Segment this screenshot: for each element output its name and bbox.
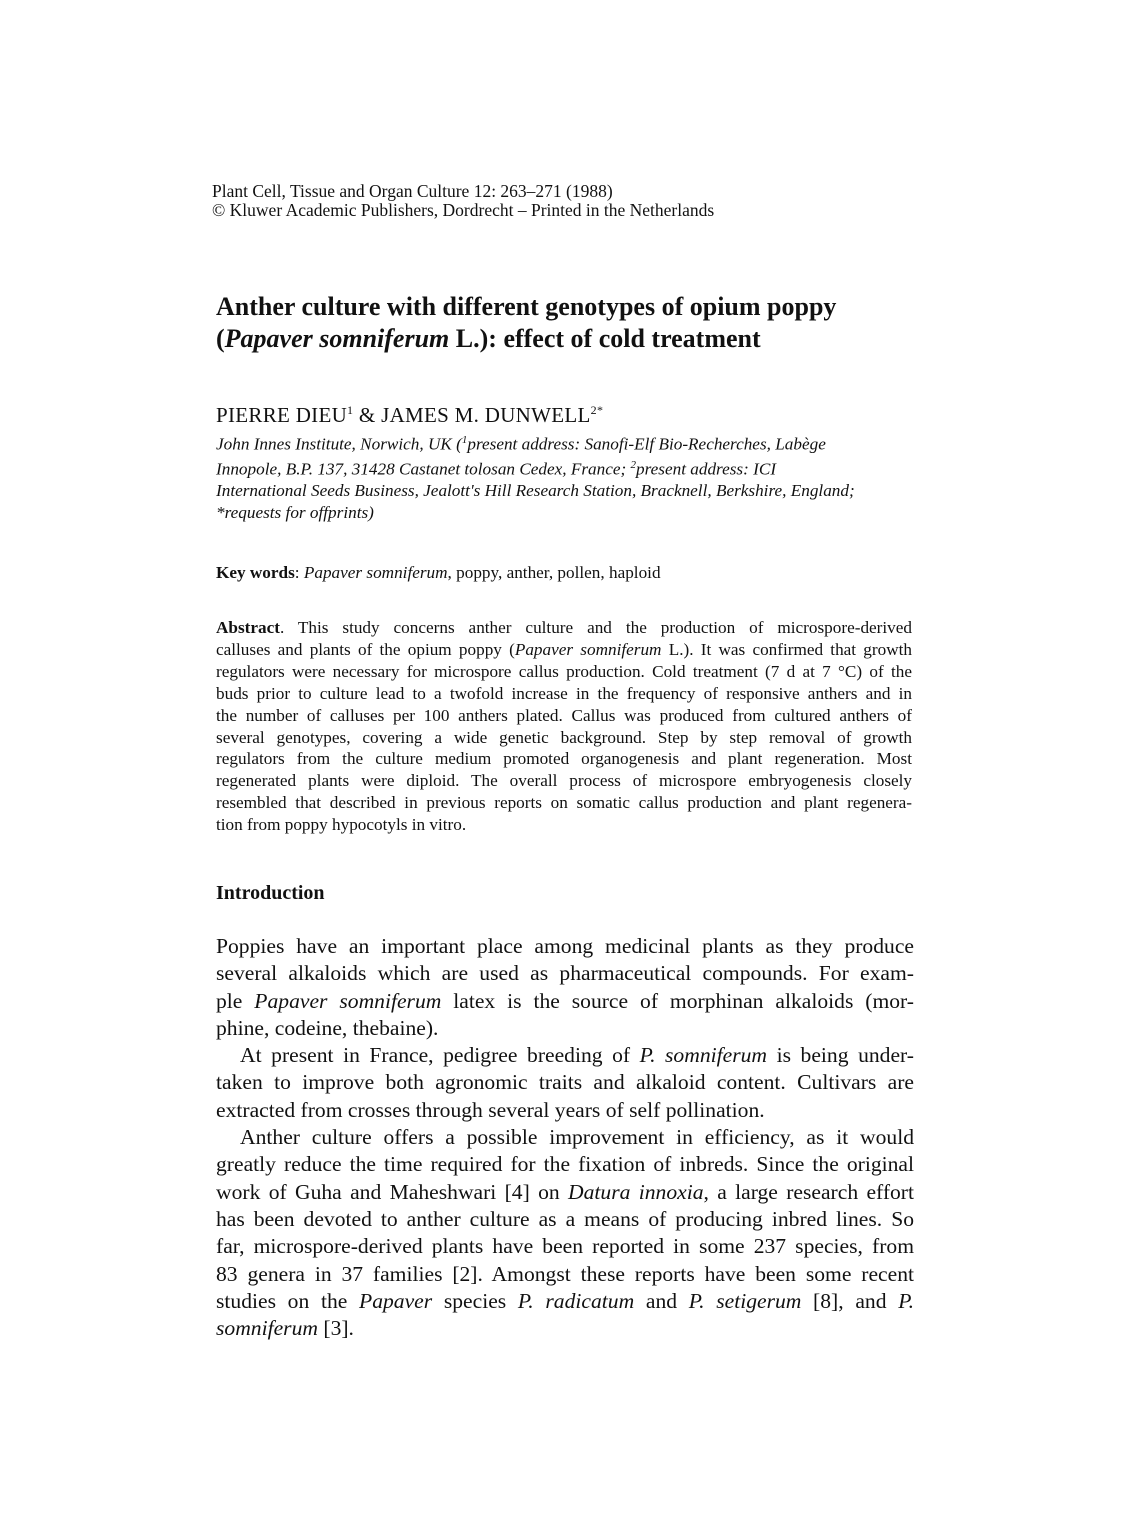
intro-species: P. (898, 1288, 914, 1313)
abstract-species: Papaver somniferum (514, 639, 662, 659)
intro-species: P. radicatum (517, 1288, 635, 1313)
intro-line (216, 1315, 914, 1342)
intro-line (216, 988, 914, 1015)
author-1-affil: 1 (347, 403, 354, 417)
intro-line: Poppies have an important place among medicinal plants as they produce (216, 934, 914, 958)
title-line-1: Anther culture with different genotypes of opium poppy (216, 292, 837, 321)
abstract-text: L.). It was confirmed that growth (661, 639, 913, 659)
intro-line: greatly reduce the time required for the fixation of inbreds. Since the original (216, 1152, 914, 1177)
introduction-body (216, 933, 914, 1342)
paper-title (216, 291, 976, 355)
abstract-line: regulators were necessary for microspore callus production. Cold treatment (7 d at 7 °C) of the (216, 661, 912, 681)
intro-species: Papaver (359, 1288, 433, 1313)
intro-line: 83 genera in 37 families [2]. Amongst these reports have been some recent (216, 1261, 914, 1286)
affiliation-line-2 (216, 455, 916, 480)
abstract (216, 617, 912, 836)
abstract-line: resembled that described in previous reports on somatic callus production and plant regenera- (216, 793, 912, 813)
affiliation-sup: 1 (461, 434, 468, 446)
affiliation-line-3: International Seeds Business, Jealott's Hill Research Station, Bracknell, Berkshire, England; (216, 481, 855, 501)
intro-text: , a large research effort (703, 1179, 915, 1204)
intro-line (216, 1288, 914, 1315)
intro-species: Datura innoxia (568, 1179, 704, 1204)
title-rest: L.): effect of cold treatment (449, 324, 761, 353)
abstract-line (216, 617, 912, 639)
section-heading-introduction: Introduction (216, 882, 325, 904)
author-1: PIERRE DIEU (216, 403, 348, 427)
title-line-2 (216, 323, 976, 355)
publisher-line: © Kluwer Academic Publishers, Dordrecht – Printed in the Netherlands (212, 200, 715, 220)
intro-text: At present in France, pedigree breeding of (240, 1043, 640, 1068)
abstract-line (216, 639, 912, 661)
abstract-text: . This study concerns anther culture and the production of microspore-derived (279, 618, 912, 637)
title-paren: ( (216, 324, 225, 353)
intro-line: far, microspore-derived plants have been reported in some 237 species, from (216, 1234, 914, 1259)
affiliation-text: present address: ICI (636, 459, 777, 479)
abstract-line: tion from poppy hypocotyls in vitro. (216, 815, 467, 835)
intro-line (216, 1042, 914, 1069)
abstract-text: calluses and plants of the opium poppy ( (216, 639, 515, 659)
abstract-label: Abstract (216, 618, 280, 637)
intro-line (216, 1179, 914, 1206)
intro-text: latex is the source of morphinan alkaloids (mor- (441, 988, 914, 1013)
journal-header (212, 182, 972, 220)
affiliation-text: Innopole, B.P. 137, 31428 Castanet tolosan Cedex, France; (216, 459, 631, 479)
intro-line: several alkaloids which are used as pharmaceutical compounds. For exam- (216, 961, 914, 986)
affiliation-text: present address: Sanofi-Elf Bio-Recherches, Labège (467, 434, 826, 454)
intro-text: [3]. (317, 1316, 354, 1341)
author-list (216, 403, 603, 428)
intro-line: taken to improve both agronomic traits and alkaloid content. Cultivars are (216, 1070, 914, 1095)
intro-line: has been devoted to anther culture as a means of producing inbred lines. So (216, 1206, 914, 1231)
intro-species: Papaver somniferum (254, 988, 442, 1013)
keywords-label: Key words (216, 563, 295, 582)
abstract-line: several genotypes, covering a wide genetic background. Step by step removal of growth (216, 727, 912, 747)
author-2: JAMES M. DUNWELL (381, 403, 591, 427)
keywords-species: Papaver somniferum (303, 563, 448, 582)
keywords-colon: : (294, 563, 304, 582)
affiliation-line-4: *requests for offprints) (216, 502, 374, 522)
author-2-affil: 2* (590, 403, 604, 417)
abstract-line: the number of calluses per 100 anthers plated. Callus was produced from cultured anthers of (216, 705, 912, 725)
intro-text: [8], and (801, 1288, 899, 1313)
intro-line: phine, codeine, thebaine). (216, 1015, 439, 1040)
affiliation-text: John Innes Institute, Norwich, UK ( (216, 434, 462, 454)
affiliation-line-1 (216, 430, 916, 455)
intro-text: studies on the (216, 1288, 360, 1313)
intro-text: species (432, 1288, 518, 1313)
abstract-line: buds prior to culture lead to a twofold increase in the frequency of responsive anthers and in (216, 683, 912, 703)
abstract-line: regenerated plants were diploid. The overall process of microspore embryogenesis closely (216, 771, 912, 791)
intro-species: somniferum (216, 1316, 318, 1341)
intro-line: Anther culture offers a possible improvement in efficiency, as it would (240, 1125, 914, 1150)
intro-text: and (634, 1288, 689, 1313)
intro-text: ple (216, 988, 255, 1013)
intro-line: extracted from crosses through several years of self pollination. (216, 1097, 765, 1122)
keywords (216, 563, 661, 583)
affiliation (216, 430, 916, 523)
affiliation-sup: 2 (630, 459, 637, 472)
keywords-rest: , poppy, anther, pollen, haploid (447, 563, 661, 582)
title-species: Papaver somniferum (224, 324, 450, 353)
journal-citation: Plant Cell, Tissue and Organ Culture 12: 263–271 (1988) (212, 181, 613, 201)
intro-text: work of Guha and Maheshwari [4] on (216, 1179, 569, 1204)
intro-species: P. setigerum (688, 1288, 802, 1313)
author-separator: & (353, 403, 382, 427)
intro-species: P. somniferum (639, 1043, 768, 1068)
abstract-line: regulators from the culture medium promoted organogenesis and plant regeneration. Most (216, 749, 912, 769)
intro-text: is being under- (767, 1043, 914, 1068)
